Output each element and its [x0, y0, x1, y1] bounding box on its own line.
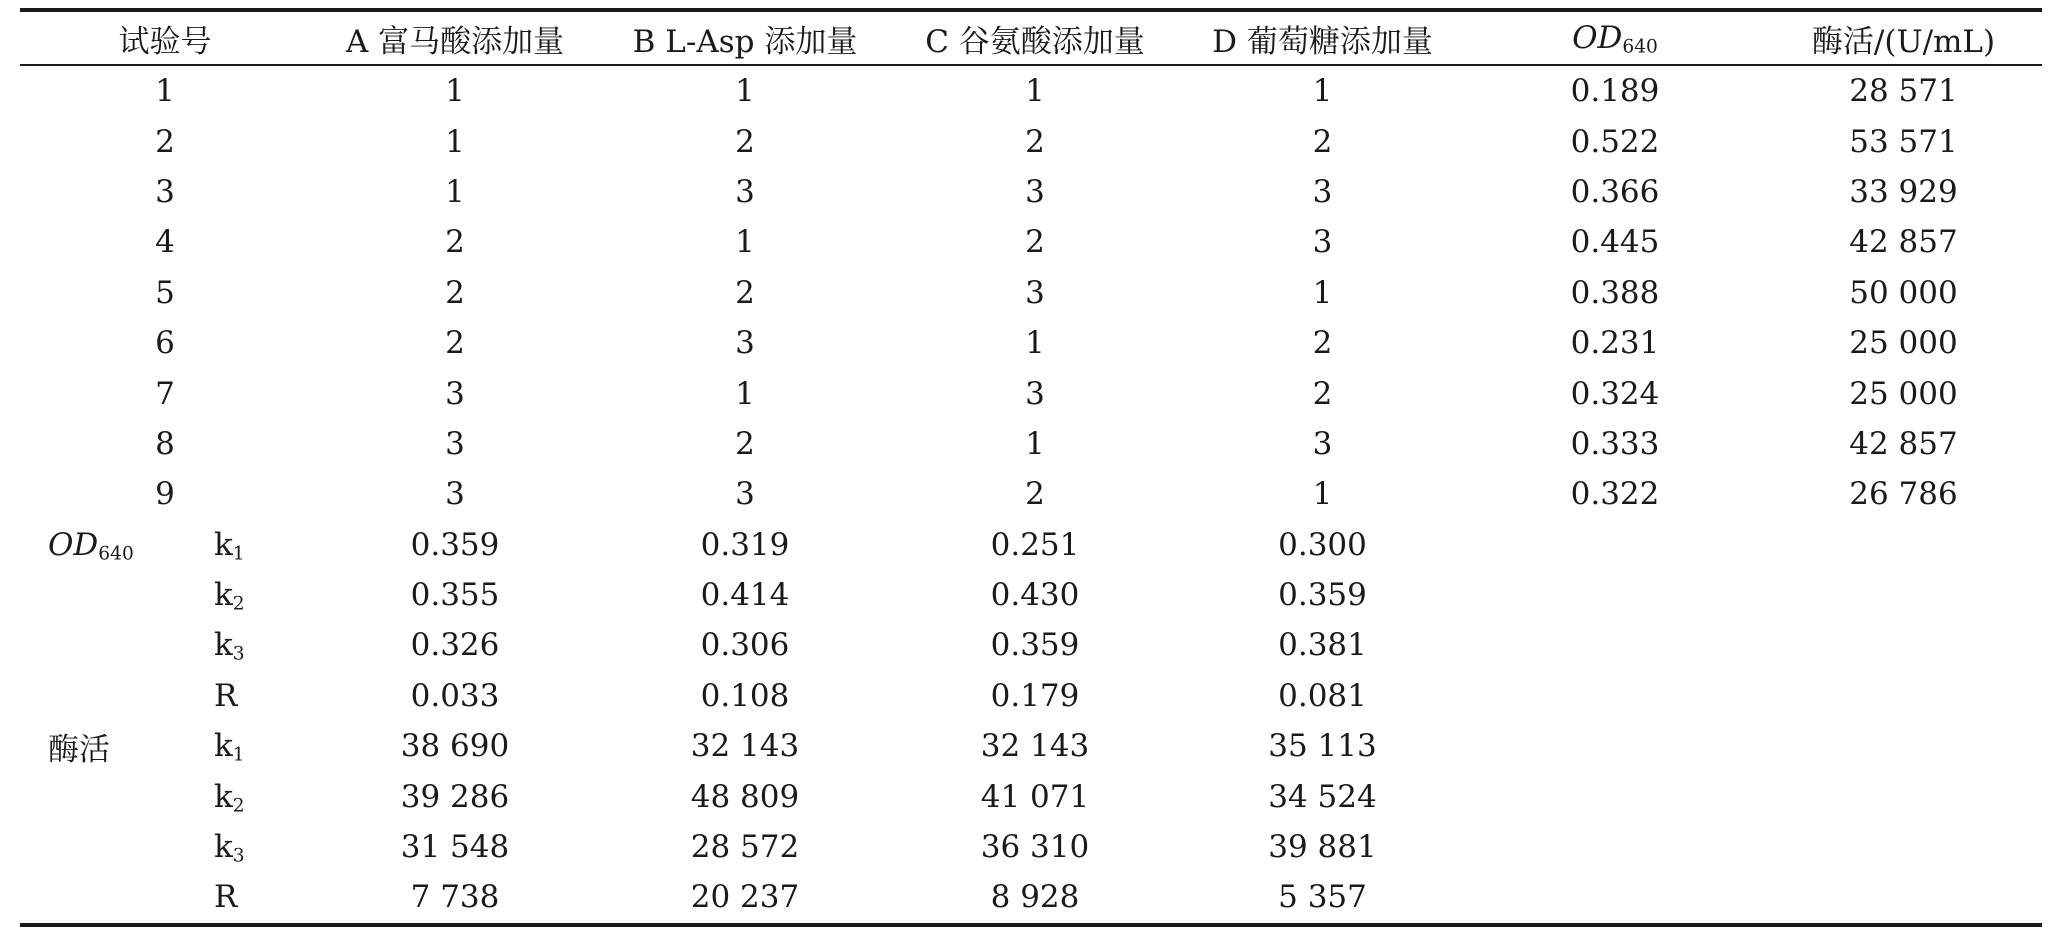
empty-cell	[1465, 721, 1765, 771]
table-row	[20, 520, 2042, 570]
stat-label	[200, 771, 310, 821]
stat-label	[200, 671, 310, 721]
header-factor-a: A 富马酸添加量	[345, 23, 565, 60]
factor-c-level: 3	[1025, 375, 1045, 412]
stat-value-b: 28 572	[690, 829, 800, 866]
factor-c-level: 1	[1025, 325, 1045, 362]
factor-c-level: 2	[1025, 224, 1045, 261]
factor-d-level: 2	[1312, 123, 1333, 160]
od-value: 0.522	[1570, 123, 1660, 160]
table-row	[20, 822, 2042, 872]
table-row	[20, 771, 2042, 821]
trial-number: 3	[155, 173, 175, 210]
trial-number: 6	[155, 325, 175, 362]
header-factor-b: B L-Asp 添加量	[632, 23, 858, 60]
stat-value-c: 0.251	[990, 526, 1080, 563]
group-label-od	[20, 671, 200, 721]
empty-cell	[1765, 570, 2042, 620]
stat-value-c: 0.359	[990, 627, 1080, 664]
factor-b-level: 2	[735, 274, 755, 311]
activity-value: 33 929	[1849, 173, 1958, 210]
group-label-activity	[20, 872, 200, 924]
factor-b-level: 3	[735, 476, 755, 513]
empty-cell	[1465, 771, 1765, 821]
stat-label-main: k	[214, 577, 233, 614]
empty-cell	[1465, 671, 1765, 721]
empty-cell	[1765, 620, 2042, 670]
stat-value-a: 7 738	[410, 879, 500, 916]
empty-cell	[1765, 520, 2042, 570]
od-value: 0.388	[1570, 274, 1660, 311]
empty-cell	[1465, 620, 1765, 670]
stat-value-d: 0.359	[1278, 577, 1367, 614]
stat-value-b: 0.414	[700, 577, 790, 614]
empty-cell	[1765, 872, 2042, 924]
factor-c-level: 1	[1025, 73, 1045, 110]
od-value: 0.322	[1570, 476, 1660, 513]
factor-d-level: 2	[1312, 375, 1333, 412]
empty-cell	[1465, 872, 1765, 924]
factor-d-level: 2	[1312, 325, 1333, 362]
group-label-od-main: OD	[48, 526, 99, 563]
group-label-activity: 酶活	[48, 731, 110, 768]
empty-cell	[1765, 721, 2042, 771]
stat-label-sub: 2	[232, 795, 245, 817]
table-row	[20, 620, 2042, 670]
stat-label-sub: 1	[232, 744, 245, 766]
table-row	[20, 167, 2042, 217]
factor-b-level: 1	[735, 224, 755, 261]
table-row	[20, 419, 2042, 469]
stat-value-d: 39 881	[1268, 829, 1377, 866]
stat-value-d: 34 524	[1268, 778, 1377, 815]
stat-value-d: 0.381	[1278, 627, 1367, 664]
trial-number: 1	[155, 73, 175, 110]
stat-value-a: 0.359	[410, 526, 500, 563]
factor-c-level: 2	[1025, 476, 1045, 513]
table-body	[20, 65, 2042, 925]
stat-value-c: 32 143	[980, 728, 1090, 765]
factor-d-level: 3	[1312, 173, 1333, 210]
factor-b-level: 1	[735, 73, 755, 110]
factor-a-level: 1	[445, 173, 465, 210]
activity-value: 42 857	[1849, 224, 1958, 261]
stat-value-d: 35 113	[1268, 728, 1377, 765]
header-factor-c: C 谷氨酸添加量	[925, 23, 1145, 60]
stat-value-b: 32 143	[690, 728, 800, 765]
factor-a-level: 1	[445, 73, 465, 110]
table-row	[20, 872, 2042, 924]
stat-value-c: 8 928	[990, 879, 1080, 916]
activity-value: 53 571	[1849, 123, 1958, 160]
stat-value-d: 0.300	[1278, 526, 1367, 563]
factor-d-level: 3	[1312, 224, 1333, 261]
stat-value-c: 0.179	[990, 677, 1080, 714]
factor-b-level: 1	[735, 375, 755, 412]
empty-cell	[1765, 822, 2042, 872]
od-value: 0.231	[1570, 325, 1660, 362]
stat-value-a: 0.033	[410, 677, 500, 714]
table-row	[20, 570, 2042, 620]
stat-label	[200, 520, 310, 570]
table-row	[20, 116, 2042, 166]
stat-label-main: R	[214, 677, 238, 714]
header-od-main: OD	[1572, 20, 1623, 56]
activity-value: 25 000	[1849, 375, 1958, 412]
stat-label-sub: 3	[232, 845, 245, 867]
od-value: 0.324	[1570, 375, 1660, 412]
stat-value-d: 0.081	[1278, 677, 1367, 714]
trial-number: 4	[155, 224, 175, 261]
table-row	[20, 721, 2042, 771]
stat-label-main: R	[214, 879, 238, 916]
empty-cell	[1765, 771, 2042, 821]
header-od	[1465, 10, 1765, 65]
stat-label-sub: 3	[232, 644, 245, 666]
activity-value: 26 786	[1849, 476, 1958, 513]
table-row	[20, 368, 2042, 418]
stat-value-a: 31 548	[400, 829, 510, 866]
stat-value-a: 39 286	[400, 778, 510, 815]
table-row	[20, 268, 2042, 318]
activity-value: 42 857	[1849, 425, 1958, 462]
factor-a-level: 2	[445, 224, 465, 261]
factor-a-level: 2	[445, 274, 465, 311]
group-label-od-sub: 640	[98, 543, 134, 565]
stat-label	[200, 872, 310, 924]
stat-value-b: 0.108	[700, 677, 790, 714]
header-factor-d: D 葡萄糖添加量	[1212, 23, 1433, 60]
factor-a-level: 3	[445, 375, 465, 412]
factor-c-level: 1	[1025, 425, 1045, 462]
stat-value-b: 0.319	[700, 526, 790, 563]
stat-label-main: k	[214, 829, 233, 866]
factor-d-level: 1	[1312, 73, 1333, 110]
empty-cell	[1465, 520, 1765, 570]
stat-value-c: 41 071	[980, 778, 1090, 815]
stat-value-d: 5 357	[1278, 879, 1367, 916]
stat-label-main: k	[214, 526, 233, 563]
activity-value: 50 000	[1849, 274, 1958, 311]
table-header	[20, 10, 2042, 65]
factor-a-level: 3	[445, 425, 465, 462]
activity-value: 25 000	[1849, 325, 1958, 362]
factor-d-level: 1	[1312, 476, 1333, 513]
factor-a-level: 1	[445, 123, 465, 160]
stat-value-b: 48 809	[690, 778, 800, 815]
factor-a-level: 3	[445, 476, 465, 513]
group-label-activity	[20, 822, 200, 872]
group-label-od	[20, 570, 200, 620]
factor-c-level: 2	[1025, 123, 1045, 160]
header-activity: 酶活/(U/mL)	[1811, 23, 1996, 60]
stat-label-sub: 2	[232, 593, 245, 615]
factor-b-level: 3	[735, 325, 755, 362]
stat-value-a: 0.355	[410, 577, 500, 614]
empty-cell	[1465, 570, 1765, 620]
header-od-sub: 640	[1622, 36, 1658, 58]
trial-number: 5	[155, 274, 175, 311]
od-value: 0.445	[1570, 224, 1660, 261]
stat-value-b: 20 237	[690, 879, 800, 916]
trial-number: 9	[155, 476, 175, 513]
factor-c-level: 3	[1025, 274, 1045, 311]
group-label-od	[20, 520, 200, 570]
stat-label	[200, 620, 310, 670]
stat-label-sub: 1	[232, 543, 245, 565]
orthogonal-test-table-container	[20, 8, 2042, 927]
factor-a-level: 2	[445, 325, 465, 362]
stat-label	[200, 721, 310, 771]
header-row	[20, 10, 2042, 65]
factor-d-level: 3	[1312, 425, 1333, 462]
table-row	[20, 65, 2042, 116]
factor-b-level: 3	[735, 173, 755, 210]
trial-number: 2	[155, 123, 175, 160]
od-value: 0.366	[1570, 173, 1660, 210]
stat-label-main: k	[214, 728, 233, 765]
od-value: 0.189	[1570, 73, 1660, 110]
stat-value-c: 0.430	[990, 577, 1080, 614]
table-row	[20, 469, 2042, 519]
group-label-od	[20, 620, 200, 670]
empty-cell	[1765, 671, 2042, 721]
stat-value-a: 38 690	[400, 728, 510, 765]
stat-label	[200, 570, 310, 620]
stat-label-main: k	[214, 778, 233, 815]
stat-value-a: 0.326	[410, 627, 500, 664]
table-row	[20, 671, 2042, 721]
trial-number: 7	[155, 375, 175, 412]
header-trial: 试验号	[118, 23, 212, 60]
factor-b-level: 2	[735, 425, 755, 462]
table-row	[20, 217, 2042, 267]
stat-label	[200, 822, 310, 872]
orthogonal-test-table	[20, 8, 2042, 927]
stat-value-b: 0.306	[700, 627, 790, 664]
trial-number: 8	[155, 425, 175, 462]
table-row	[20, 318, 2042, 368]
factor-c-level: 3	[1025, 173, 1045, 210]
empty-cell	[1465, 822, 1765, 872]
factor-d-level: 1	[1312, 274, 1333, 311]
stat-label-main: k	[214, 627, 233, 664]
factor-b-level: 2	[735, 123, 755, 160]
group-label-activity	[20, 771, 200, 821]
activity-value: 28 571	[1849, 73, 1958, 110]
stat-value-c: 36 310	[980, 829, 1090, 866]
od-value: 0.333	[1570, 425, 1660, 462]
